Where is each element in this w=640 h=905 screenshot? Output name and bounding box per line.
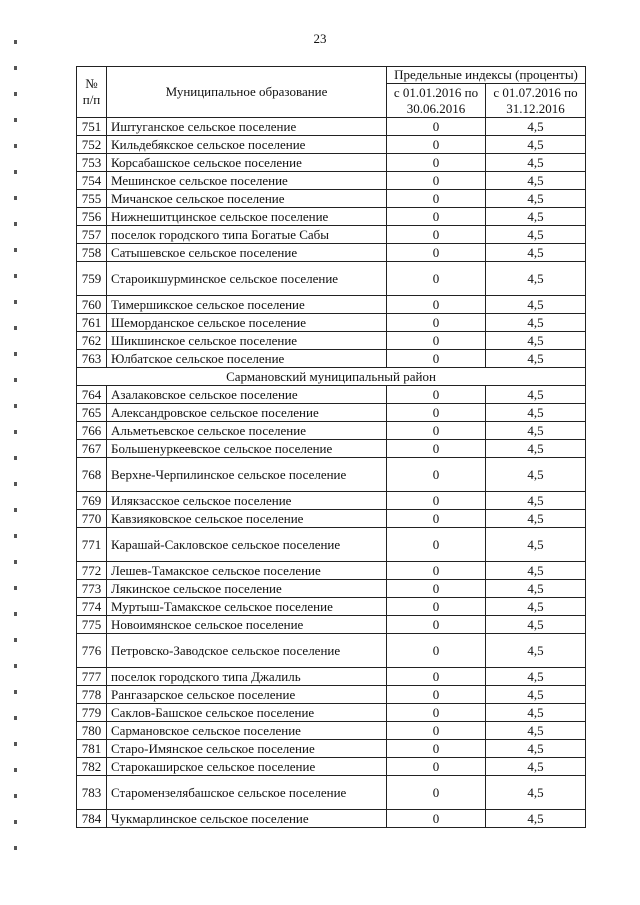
binding-mark — [14, 326, 17, 330]
binding-mark — [14, 586, 17, 590]
row-number: 765 — [77, 404, 107, 422]
table-row — [77, 136, 586, 154]
table-row — [77, 758, 586, 776]
binding-mark — [14, 768, 17, 772]
municipality-name: Старомензелябашское сельское поселение — [107, 776, 387, 810]
binding-mark — [14, 118, 17, 122]
index-period-2: 4,5 — [486, 244, 586, 262]
row-number: 753 — [77, 154, 107, 172]
row-number: 759 — [77, 262, 107, 296]
municipality-name: Муртыш-Тамакское сельское поселение — [107, 598, 387, 616]
binding-mark — [14, 196, 17, 200]
index-period-1: 0 — [387, 172, 486, 190]
index-period-2: 4,5 — [486, 510, 586, 528]
row-number: 762 — [77, 332, 107, 350]
index-period-2: 4,5 — [486, 386, 586, 404]
row-number: 751 — [77, 118, 107, 136]
index-period-2: 4,5 — [486, 332, 586, 350]
table-row — [77, 118, 586, 136]
index-period-2: 4,5 — [486, 634, 586, 668]
row-number: 757 — [77, 226, 107, 244]
table-row — [77, 492, 586, 510]
binding-mark — [14, 560, 17, 564]
row-number: 773 — [77, 580, 107, 598]
index-period-2: 4,5 — [486, 350, 586, 368]
row-number: 771 — [77, 528, 107, 562]
binding-mark — [14, 144, 17, 148]
municipality-name: Староикшурминское сельское поселение — [107, 262, 387, 296]
row-number: 768 — [77, 458, 107, 492]
row-number: 764 — [77, 386, 107, 404]
index-period-2: 4,5 — [486, 758, 586, 776]
binding-mark — [14, 482, 17, 486]
index-period-1: 0 — [387, 722, 486, 740]
row-number: 766 — [77, 422, 107, 440]
binding-mark — [14, 742, 17, 746]
row-number: 770 — [77, 510, 107, 528]
index-period-1: 0 — [387, 244, 486, 262]
municipality-name: Альметьевское сельское поселение — [107, 422, 387, 440]
table-row — [77, 510, 586, 528]
index-period-2: 4,5 — [486, 404, 586, 422]
table-row — [77, 722, 586, 740]
index-period-2: 4,5 — [486, 528, 586, 562]
table-row — [77, 190, 586, 208]
binding-mark — [14, 430, 17, 434]
table-row — [77, 440, 586, 458]
index-period-2: 4,5 — [486, 208, 586, 226]
binding-mark — [14, 92, 17, 96]
index-period-1: 0 — [387, 404, 486, 422]
binding-mark — [14, 170, 17, 174]
index-period-2: 4,5 — [486, 458, 586, 492]
table-row — [77, 634, 586, 668]
index-period-2: 4,5 — [486, 440, 586, 458]
index-period-2: 4,5 — [486, 136, 586, 154]
indices-table — [76, 66, 586, 828]
index-period-1: 0 — [387, 296, 486, 314]
binding-marks — [14, 40, 18, 860]
index-period-1: 0 — [387, 776, 486, 810]
row-number: 760 — [77, 296, 107, 314]
index-period-1: 0 — [387, 528, 486, 562]
municipality-name: Кильдебякское сельское поселение — [107, 136, 387, 154]
row-number: 763 — [77, 350, 107, 368]
index-period-1: 0 — [387, 510, 486, 528]
row-number: 780 — [77, 722, 107, 740]
table-row — [77, 740, 586, 758]
header-period-1: с 01.01.2016 по 30.06.2016 — [387, 84, 486, 118]
index-period-1: 0 — [387, 458, 486, 492]
index-period-2: 4,5 — [486, 562, 586, 580]
table-row — [77, 422, 586, 440]
municipality-name: Старокаширское сельское поселение — [107, 758, 387, 776]
index-period-1: 0 — [387, 262, 486, 296]
index-period-1: 0 — [387, 758, 486, 776]
municipality-name: Петровско-Заводское сельское поселение — [107, 634, 387, 668]
binding-mark — [14, 508, 17, 512]
index-period-2: 4,5 — [486, 262, 586, 296]
municipality-name: Корсабашское сельское поселение — [107, 154, 387, 172]
row-number: 781 — [77, 740, 107, 758]
table-row — [77, 314, 586, 332]
index-period-1: 0 — [387, 562, 486, 580]
table-row — [77, 332, 586, 350]
table-body — [77, 118, 586, 828]
index-period-1: 0 — [387, 350, 486, 368]
district-heading: Сармановский муниципальный район — [77, 368, 586, 386]
row-number: 777 — [77, 668, 107, 686]
table-row — [77, 154, 586, 172]
binding-mark — [14, 820, 17, 824]
row-number: 782 — [77, 758, 107, 776]
municipality-name: Старо-Имянское сельское поселение — [107, 740, 387, 758]
binding-mark — [14, 40, 17, 44]
table-row — [77, 350, 586, 368]
binding-mark — [14, 222, 17, 226]
row-number: 779 — [77, 704, 107, 722]
municipality-name: Шикшинское сельское поселение — [107, 332, 387, 350]
index-period-1: 0 — [387, 136, 486, 154]
municipality-name: поселок городского типа Джалиль — [107, 668, 387, 686]
row-number: 774 — [77, 598, 107, 616]
municipality-name: Александровское сельское поселение — [107, 404, 387, 422]
binding-mark — [14, 274, 17, 278]
index-period-2: 4,5 — [486, 296, 586, 314]
index-period-1: 0 — [387, 616, 486, 634]
binding-mark — [14, 378, 17, 382]
row-number: 769 — [77, 492, 107, 510]
municipality-name: Нижнешитцинское сельское поселение — [107, 208, 387, 226]
municipality-name: Тимершикское сельское поселение — [107, 296, 387, 314]
index-period-2: 4,5 — [486, 190, 586, 208]
table-row — [77, 458, 586, 492]
municipality-name: поселок городского типа Богатые Сабы — [107, 226, 387, 244]
binding-mark — [14, 716, 17, 720]
index-period-1: 0 — [387, 422, 486, 440]
municipality-name: Юлбатское сельское поселение — [107, 350, 387, 368]
row-number: 754 — [77, 172, 107, 190]
binding-mark — [14, 612, 17, 616]
municipality-name: Кавзияковское сельское поселение — [107, 510, 387, 528]
index-period-2: 4,5 — [486, 740, 586, 758]
district-heading-row — [77, 368, 586, 386]
index-period-2: 4,5 — [486, 154, 586, 172]
index-period-1: 0 — [387, 740, 486, 758]
row-number: 783 — [77, 776, 107, 810]
row-number: 778 — [77, 686, 107, 704]
index-period-1: 0 — [387, 190, 486, 208]
index-period-2: 4,5 — [486, 722, 586, 740]
index-period-1: 0 — [387, 118, 486, 136]
index-period-1: 0 — [387, 704, 486, 722]
table-row — [77, 668, 586, 686]
index-period-1: 0 — [387, 208, 486, 226]
index-period-2: 4,5 — [486, 226, 586, 244]
table-row — [77, 562, 586, 580]
table-row — [77, 704, 586, 722]
table-row — [77, 404, 586, 422]
page-number: 23 — [313, 31, 327, 46]
row-number: 767 — [77, 440, 107, 458]
row-number: 758 — [77, 244, 107, 262]
table-row — [77, 810, 586, 828]
municipality-name: Рангазарское сельское поселение — [107, 686, 387, 704]
municipality-name: Иштуганское сельское поселение — [107, 118, 387, 136]
index-period-1: 0 — [387, 668, 486, 686]
table-row — [77, 616, 586, 634]
row-number: 752 — [77, 136, 107, 154]
index-period-1: 0 — [387, 580, 486, 598]
index-period-1: 0 — [387, 492, 486, 510]
index-period-2: 4,5 — [486, 118, 586, 136]
municipality-name: Мичанское сельское поселение — [107, 190, 387, 208]
table-row — [77, 244, 586, 262]
index-period-1: 0 — [387, 440, 486, 458]
index-period-1: 0 — [387, 386, 486, 404]
index-period-1: 0 — [387, 810, 486, 828]
municipality-name: Лякинское сельское поселение — [107, 580, 387, 598]
municipality-name: Верхне-Черпилинское сельское поселение — [107, 458, 387, 492]
index-period-1: 0 — [387, 634, 486, 668]
binding-mark — [14, 66, 17, 70]
table-row — [77, 172, 586, 190]
table-row — [77, 580, 586, 598]
row-number: 776 — [77, 634, 107, 668]
municipality-name: Лешев-Тамакское сельское поселение — [107, 562, 387, 580]
binding-mark — [14, 300, 17, 304]
row-number: 775 — [77, 616, 107, 634]
index-period-2: 4,5 — [486, 598, 586, 616]
row-number: 755 — [77, 190, 107, 208]
header-num: № п/п — [77, 67, 107, 118]
table-row — [77, 386, 586, 404]
index-period-2: 4,5 — [486, 776, 586, 810]
binding-mark — [14, 248, 17, 252]
table-row — [77, 776, 586, 810]
index-period-2: 4,5 — [486, 810, 586, 828]
row-number: 756 — [77, 208, 107, 226]
municipality-name: Сармановское сельское поселение — [107, 722, 387, 740]
municipality-name: Илякзасское сельское поселение — [107, 492, 387, 510]
table-row — [77, 528, 586, 562]
header-municipality: Муниципальное образование — [107, 67, 387, 118]
index-period-1: 0 — [387, 332, 486, 350]
table-row — [77, 208, 586, 226]
index-period-1: 0 — [387, 154, 486, 172]
municipality-name: Новоимянское сельское поселение — [107, 616, 387, 634]
index-period-2: 4,5 — [486, 314, 586, 332]
index-period-2: 4,5 — [486, 172, 586, 190]
index-period-1: 0 — [387, 686, 486, 704]
row-number: 784 — [77, 810, 107, 828]
index-period-2: 4,5 — [486, 580, 586, 598]
municipality-name: Шеморданское сельское поселение — [107, 314, 387, 332]
municipality-name: Чукмарлинское сельское поселение — [107, 810, 387, 828]
header-period-2: с 01.07.2016 по 31.12.2016 — [486, 84, 586, 118]
municipality-name: Саклов-Башское сельское поселение — [107, 704, 387, 722]
binding-mark — [14, 534, 17, 538]
index-period-2: 4,5 — [486, 668, 586, 686]
index-period-2: 4,5 — [486, 616, 586, 634]
index-period-1: 0 — [387, 598, 486, 616]
table-row — [77, 686, 586, 704]
binding-mark — [14, 638, 17, 642]
header-limit-indices: Предельные индексы (проценты) — [387, 67, 586, 84]
binding-mark — [14, 456, 17, 460]
table-row — [77, 226, 586, 244]
municipality-name: Большенуркеевское сельское поселение — [107, 440, 387, 458]
binding-mark — [14, 690, 17, 694]
row-number: 761 — [77, 314, 107, 332]
index-period-1: 0 — [387, 226, 486, 244]
index-period-2: 4,5 — [486, 422, 586, 440]
index-period-2: 4,5 — [486, 686, 586, 704]
binding-mark — [14, 404, 17, 408]
index-period-2: 4,5 — [486, 492, 586, 510]
municipality-name: Карашай-Сакловское сельское поселение — [107, 528, 387, 562]
index-period-1: 0 — [387, 314, 486, 332]
municipality-name: Азалаковское сельское поселение — [107, 386, 387, 404]
table-row — [77, 296, 586, 314]
table-row — [77, 262, 586, 296]
municipality-name: Мешинское сельское поселение — [107, 172, 387, 190]
binding-mark — [14, 846, 17, 850]
municipality-name: Сатышевское сельское поселение — [107, 244, 387, 262]
binding-mark — [14, 352, 17, 356]
table-row — [77, 598, 586, 616]
binding-mark — [14, 664, 17, 668]
index-period-2: 4,5 — [486, 704, 586, 722]
row-number: 772 — [77, 562, 107, 580]
binding-mark — [14, 794, 17, 798]
